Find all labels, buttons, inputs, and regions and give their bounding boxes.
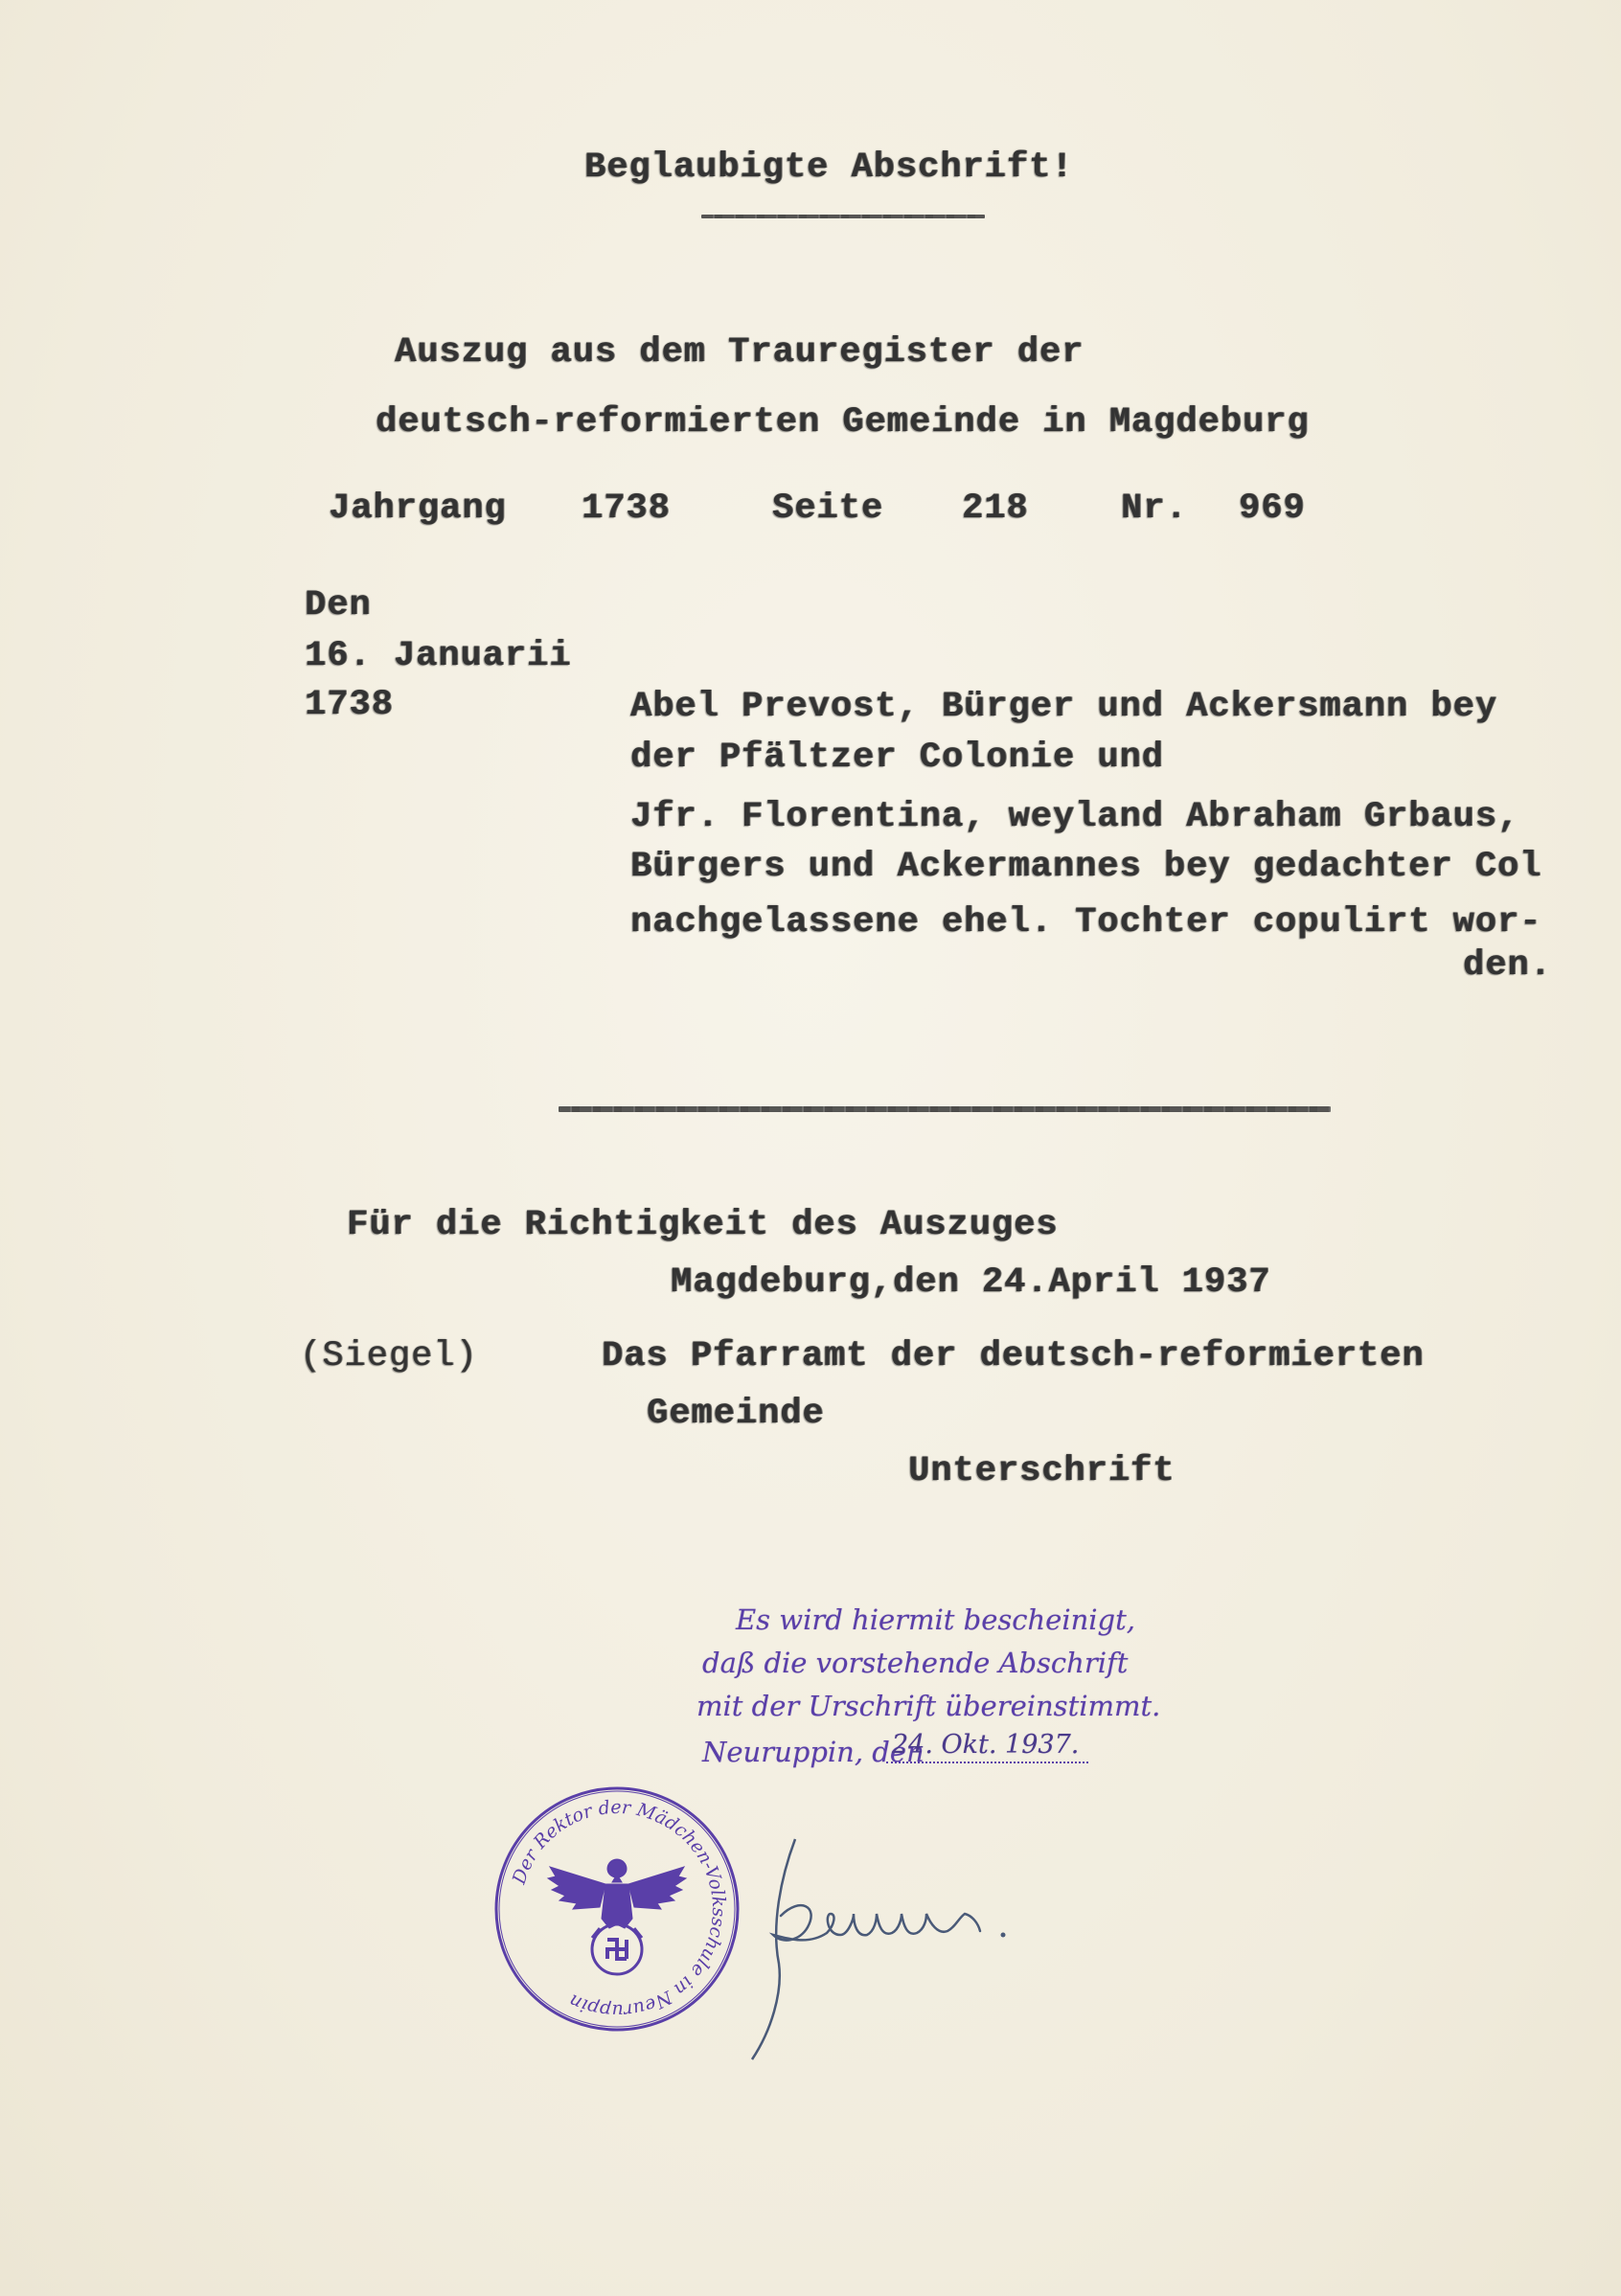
stamp-handwritten-date: 24. Okt. 1937. <box>886 1732 1088 1763</box>
jahrgang-label: Jahrgang <box>329 489 507 529</box>
entry-text-line4: Bürgers und Ackermannes bey gedachter Col <box>630 847 1542 887</box>
stamp-line2: daß die vorstehende Abschrift <box>702 1647 1129 1679</box>
stamp-line1: Es wird hiermit bescheinigt, <box>736 1603 1135 1636</box>
extract-heading-line2: deutsch-reformierten Gemeinde in Magdeburg <box>376 402 1310 443</box>
certification-office-line2: Gemeinde <box>647 1394 825 1434</box>
entry-date-line1: Den <box>305 585 372 625</box>
seite-label: Seite <box>772 489 884 529</box>
stamp-line3: mit der Urschrift übereinstimmt. <box>696 1690 1161 1722</box>
stamp-line4: Neuruppin, den <box>702 1736 925 1768</box>
entry-text-line3: Jfr. Florentina, weyland Abraham Grbaus, <box>630 797 1520 837</box>
entry-text-line6: den. <box>1463 945 1552 986</box>
certification-office-line1: Das Pfarramt der deutsch-reformierten <box>602 1336 1425 1376</box>
entry-text-line2: der Pfältzer Colonie und <box>630 738 1164 778</box>
nr-label: Nr. <box>1121 489 1188 529</box>
entry-text-line5: nachgelassene ehel. Tochter copulirt wor- <box>630 902 1542 943</box>
seite-value: 218 <box>962 489 1029 529</box>
certification-line1: Für die Richtigkeit des Auszuges <box>347 1205 1059 1245</box>
handwritten-signature <box>714 1801 1116 2069</box>
entry-text-line1: Abel Prevost, Bürger und Ackersmann bey <box>630 687 1497 727</box>
entry-date-line3: 1738 <box>305 685 394 725</box>
entry-date-line2: 16. Januarii <box>305 636 572 676</box>
seal-placeholder-label: (Siegel) <box>300 1336 478 1376</box>
seal-ring-text: Der Rektor der Mädchen-Volksschule in Neuruppin <box>508 1796 730 2022</box>
document-title: Beglaubigte Abschrift! <box>584 148 1074 188</box>
official-seal <box>492 1785 742 2034</box>
extract-heading-line1: Auszug aus dem Trauregister der <box>395 332 1084 373</box>
section-separator <box>559 1106 1331 1112</box>
nr-value: 969 <box>1239 489 1306 529</box>
certification-place-date: Magdeburg,den 24.April 1937 <box>671 1262 1271 1303</box>
eagle-emblem-icon <box>548 1859 686 1974</box>
title-underline <box>701 215 985 218</box>
signature-label: Unterschrift <box>908 1451 1176 1491</box>
jahrgang-value: 1738 <box>582 489 671 529</box>
